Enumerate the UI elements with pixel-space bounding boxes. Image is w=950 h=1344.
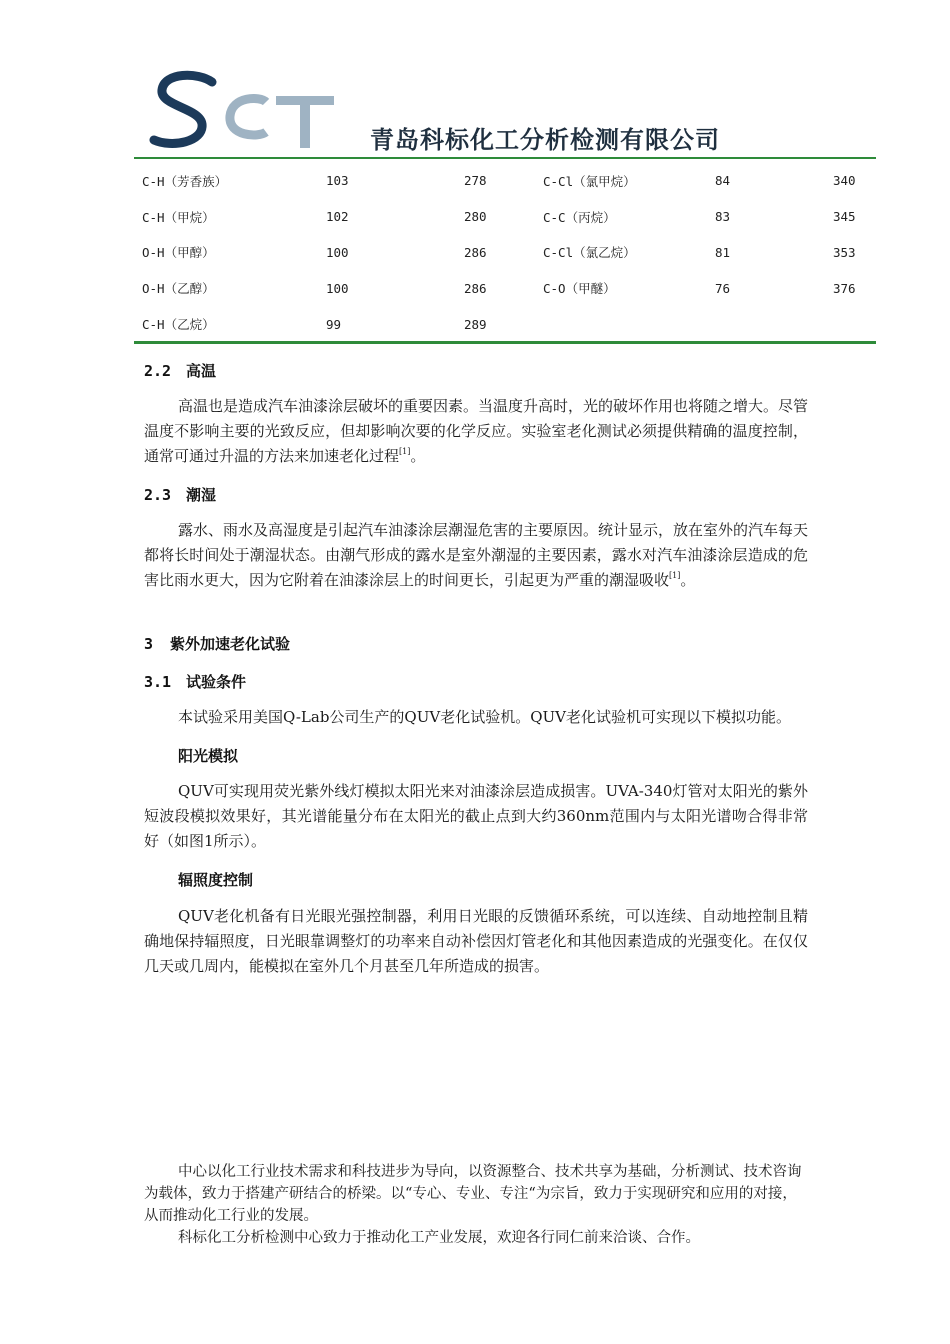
paragraph-irradiance-control: QUV老化机备有日光眼光强控制器，利用日光眼的反馈循环系统，可以连续、自动地控制且精确地保持辐照度，日光眼靠调整灯的功率来自动补偿因灯管老化和其他因素造成的光强变化。在仅仅几天或几周内，能模拟在室外几个月甚至几年所造成的损害。 bbox=[144, 907, 808, 975]
section-heading-2-2 bbox=[144, 360, 216, 381]
paragraph-text: 露水、雨水及高湿度是引起汽车油漆涂层潮湿危害的主要原因。统计显示，放在室外的汽车每天都将长时间处于潮湿状态。由潮气形成的露水是室外潮湿的主要因素，露水对汽车油漆涂层造成的危害比雨水更大，因为它附着在油漆涂层上的时间更长，引起更为严重的潮湿吸收 bbox=[144, 521, 809, 589]
section-heading-3 bbox=[144, 633, 290, 654]
letterhead bbox=[134, 60, 876, 160]
section-title: 紫外加速老化试验 bbox=[170, 635, 291, 653]
table-cell: C-Cl（氯乙烷） bbox=[543, 245, 636, 261]
section-title: 试验条件 bbox=[186, 673, 247, 691]
table-cell: C-H（乙烷） bbox=[142, 317, 215, 333]
table-cell: 286 bbox=[464, 244, 487, 260]
table-cell: 289 bbox=[464, 316, 487, 332]
table-cell: 353 bbox=[833, 244, 856, 260]
paragraph-humidity bbox=[144, 518, 808, 592]
table-cell: C-H（甲烷） bbox=[142, 209, 215, 225]
bond-energy-table bbox=[134, 163, 876, 342]
table-cell: C-H（芳香族） bbox=[142, 173, 228, 189]
table-cell: 99 bbox=[326, 316, 342, 332]
table-cell: C-O（甲醚） bbox=[543, 281, 616, 297]
table-cell: 286 bbox=[464, 280, 487, 296]
paragraph-high-temperature bbox=[144, 394, 808, 468]
table-cell: 76 bbox=[715, 280, 731, 296]
table-cell: 84 bbox=[715, 173, 731, 189]
table-cell bbox=[534, 306, 715, 342]
table-cell bbox=[715, 306, 833, 342]
table-cell: 280 bbox=[464, 209, 487, 225]
section-number: 2.2 bbox=[144, 362, 172, 380]
table-cell: 100 bbox=[326, 244, 349, 260]
table-cell: C-C（丙烷） bbox=[543, 209, 616, 225]
table-bottom-rule bbox=[134, 341, 876, 344]
citation-ref: [1] bbox=[399, 446, 411, 456]
table-cell: O-H（甲醇） bbox=[142, 245, 215, 261]
table-cell: C-Cl（氯甲烷） bbox=[543, 173, 636, 189]
table-row bbox=[134, 306, 876, 342]
section-number: 3 bbox=[144, 635, 154, 653]
header-rule bbox=[134, 157, 876, 159]
table-cell: 102 bbox=[326, 209, 349, 225]
paragraph-end: 。 bbox=[680, 570, 696, 589]
table-cell: 376 bbox=[833, 280, 856, 296]
company-name: 青岛科标化工分析检测有限公司 bbox=[370, 126, 720, 154]
section-number: 3.1 bbox=[144, 673, 172, 691]
section-heading-3-1 bbox=[144, 671, 246, 692]
table-cell: 340 bbox=[833, 173, 856, 189]
paragraph-sunlight-simulation: QUV可实现用荧光紫外线灯模拟太阳光来对油漆涂层造成损害。UVA-340灯管对太阳光的紫外短波段模拟效果好，其光谱能量分布在太阳光的截止点到大约360nm范围内与太阳光谱吻合得非常好（如图1所示）。 bbox=[144, 782, 808, 850]
table-row bbox=[134, 199, 876, 235]
table-cell bbox=[833, 306, 876, 342]
paragraph-text: 高温也是造成汽车油漆涂层破坏的重要因素。当温度升高时，光的破坏作用也将随之增大。尽管温度不影响主要的光致反应，但却影响次要的化学反应。实验室老化测试必须提供精确的温度控制，通常可通过升温的方法来加速老化过程 bbox=[144, 397, 809, 465]
section-title: 潮湿 bbox=[186, 486, 217, 504]
footer-paragraph-1: 中心以化工行业技术需求和科技进步为导向，以资源整合、技术共享为基础，分析测试、技术咨询为载体，致力于搭建产研结合的桥梁。以“专心、专业、专注“为宗旨，致力于实现研究和应用的对接，从而推动化工行业的发展。 bbox=[144, 1164, 802, 1224]
table-row bbox=[134, 163, 876, 199]
paragraph-end: 。 bbox=[410, 446, 426, 465]
table-cell: 103 bbox=[326, 173, 349, 189]
table-cell: 100 bbox=[326, 280, 349, 296]
table-row bbox=[134, 270, 876, 306]
table-cell: O-H（乙醇） bbox=[142, 281, 215, 297]
paragraph-test-conditions: 本试验采用美国Q-Lab公司生产的QUV老化试验机。QUV老化试验机可实现以下模拟功能。 bbox=[178, 708, 791, 726]
table-cell: 83 bbox=[715, 209, 731, 225]
table-cell: 278 bbox=[464, 173, 487, 189]
sct-logo bbox=[148, 68, 348, 152]
table-row bbox=[134, 235, 876, 271]
section-title: 高温 bbox=[186, 362, 217, 380]
subheading-irradiance-control: 辐照度控制 bbox=[178, 871, 254, 889]
footer-paragraph-2: 科标化工分析检测中心致力于推动化工产业发展，欢迎各行同仁前来洽谈、合作。 bbox=[178, 1230, 700, 1246]
section-number: 2.3 bbox=[144, 486, 172, 504]
table-cell: 345 bbox=[833, 209, 856, 225]
subheading-sunlight-simulation: 阳光模拟 bbox=[178, 747, 239, 765]
table-cell: 81 bbox=[715, 244, 731, 260]
section-heading-2-3 bbox=[144, 484, 216, 505]
citation-ref: [1] bbox=[669, 570, 681, 580]
